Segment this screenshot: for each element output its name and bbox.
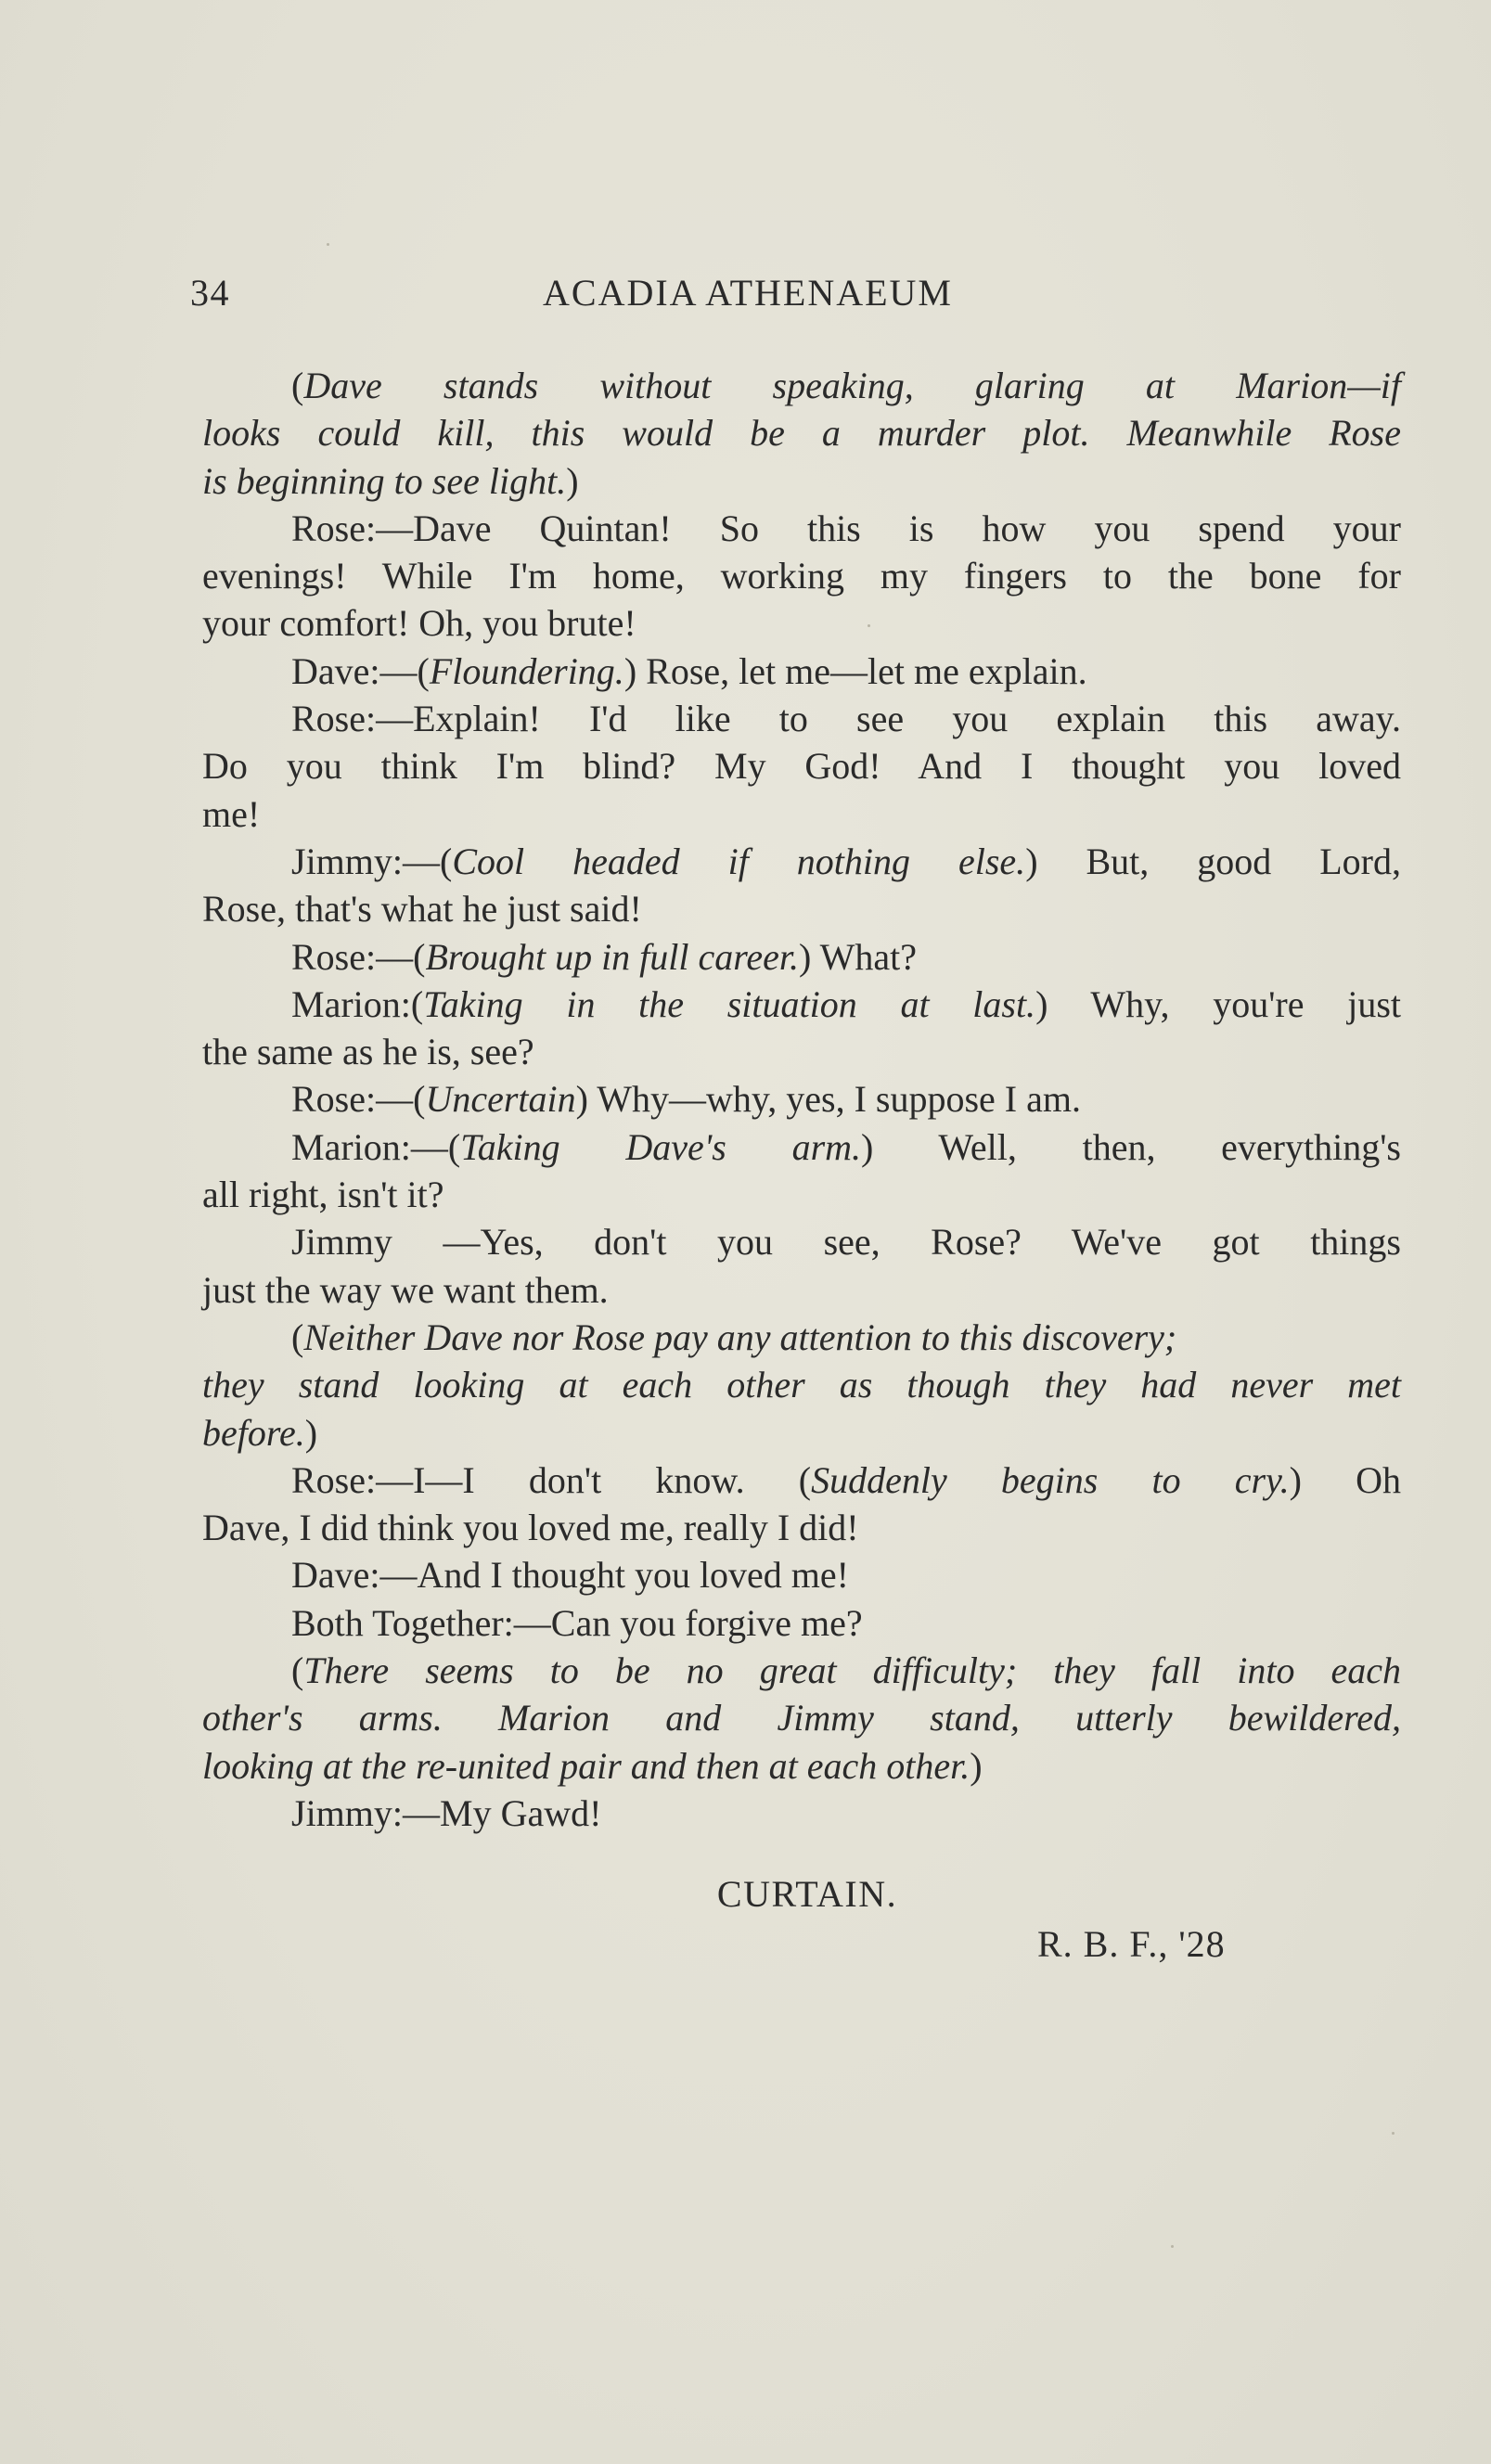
stage-direction-line: (There seems to be no great difficulty; they fall into each <box>291 1649 1401 1692</box>
dialogue-line: Jimmy:—My Gawd! <box>291 1791 602 1834</box>
stage-direction-line: (Dave stands without speaking, glaring at Marion—if <box>291 365 1401 406</box>
curtain-line: CURTAIN. <box>716 1873 898 1915</box>
dialogue-line: just the way we want them. <box>202 1268 609 1311</box>
dialogue-line: Rose:—Dave Quintan! So this is how you spend your <box>291 507 1401 549</box>
paper-speck <box>1171 2245 1174 2248</box>
stage-direction-line: is beginning to see light.) <box>202 459 579 502</box>
running-title: ACADIA ATHENAEUM <box>543 272 953 314</box>
dialogue-line: Rose:—(Uncertain) Why—why, yes, I suppose I am. <box>291 1078 1081 1121</box>
dialogue-line: Do you think I'm blind? My God! And I thought you loved <box>202 745 1401 788</box>
running-header <box>190 271 1239 327</box>
stage-direction-line: before.) <box>202 1411 318 1454</box>
stage-direction-line: looking at the re-united pair and then at each other.) <box>202 1744 983 1787</box>
dialogue-line: Rose:—Explain! I'd like to see you explain this away. <box>291 698 1401 740</box>
dialogue-line: your comfort! Oh, you brute! <box>202 602 636 645</box>
dialogue-line: Rose:—(Brought up in full career.) What? <box>291 935 917 978</box>
dialogue-line: all right, isn't it? <box>202 1174 444 1216</box>
author-signature: R. B. F., '28 <box>1037 1923 1226 1965</box>
dialogue-line: evenings! While I'm home, working my fingers to the bone for <box>202 555 1401 597</box>
dialogue-line: Jimmy —Yes, don't you see, Rose? We've got things <box>291 1221 1401 1264</box>
dialogue-line: Both Together:—Can you forgive me? <box>291 1601 863 1644</box>
dialogue-line: the same as he is, see? <box>202 1031 534 1073</box>
dialogue-line: Marion:—(Taking Dave's arm.) Well, then, everything's <box>291 1125 1401 1168</box>
dialogue-line: Dave:—And I thought you loved me! <box>291 1554 849 1597</box>
dialogue-line: Rose:—I—I don't know. (Suddenly begins to cry.) Oh <box>291 1458 1401 1501</box>
dialogue-line: Marion:(Taking in the situation at last.) Why, you're just <box>291 982 1401 1025</box>
dialogue-line: me! <box>202 792 261 835</box>
dialogue-line: Jimmy:—(Cool headed if nothing else.) But, good Lord, <box>291 840 1401 882</box>
page-number: 34 <box>190 272 230 314</box>
play-text <box>202 362 1401 1837</box>
stage-direction-line: looks could kill, this would be a murder plot. Meanwhile Rose <box>202 412 1401 455</box>
paper-speck <box>1392 2132 1395 2135</box>
paper-speck <box>868 624 870 627</box>
paper-speck <box>327 243 329 246</box>
stage-direction-line: other's arms. Marion and Jimmy stand, utterly bewildered, <box>202 1697 1401 1739</box>
stage-direction-line: (Neither Dave nor Rose pay any attention to this discovery; <box>291 1315 1177 1358</box>
dialogue-line: Rose, that's what he just said! <box>202 888 642 930</box>
stage-direction-line: they stand looking at each other as though they had never met <box>202 1364 1401 1406</box>
dialogue-line: Dave:—(Floundering.) Rose, let me—let me explain. <box>291 649 1087 692</box>
dialogue-line: Dave, I did think you loved me, really I did! <box>202 1507 859 1549</box>
